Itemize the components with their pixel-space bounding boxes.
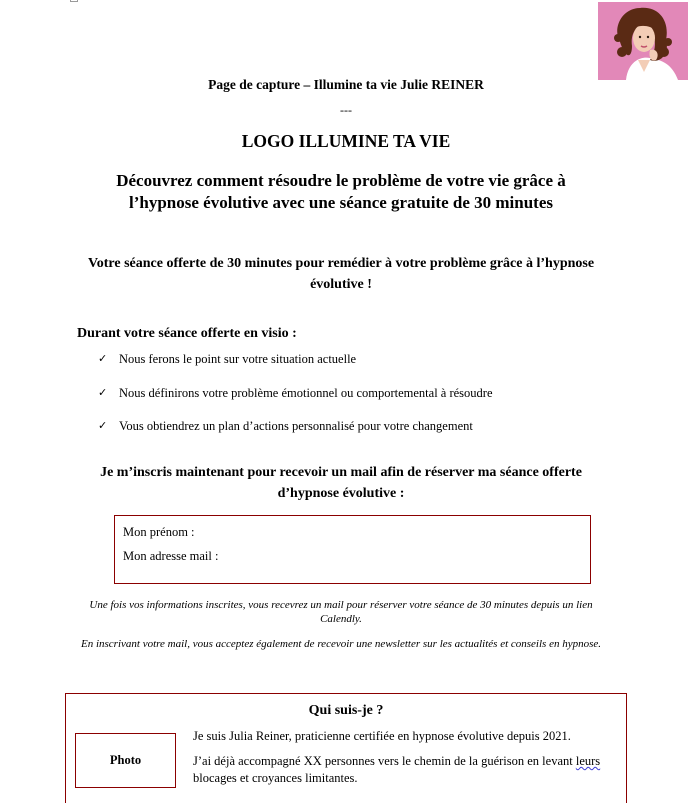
bio-text-end: blocages et croyances limitantes. bbox=[193, 771, 358, 785]
signup-form bbox=[114, 515, 591, 584]
photo-placeholder bbox=[75, 733, 176, 788]
logo-placeholder-title: LOGO ILLUMINE TA VIE bbox=[241, 131, 451, 151]
checkmark-icon: ✓ bbox=[98, 352, 108, 365]
photo-label: Photo bbox=[109, 753, 142, 767]
title-separator: --- bbox=[340, 103, 352, 117]
bio-text-start: J’ai déjà accompagné XX personnes vers le chemin de la guérison en levant bbox=[193, 754, 576, 768]
about-title: Qui suis-je ? bbox=[308, 703, 384, 718]
benefit-list bbox=[98, 350, 493, 451]
header-image bbox=[598, 2, 688, 80]
checkmark-icon: ✓ bbox=[98, 419, 108, 432]
about-section bbox=[65, 693, 627, 803]
session-heading: Durant votre séance offerte en visio : bbox=[77, 326, 297, 341]
email-field[interactable]: Mon adresse mail : bbox=[123, 549, 219, 563]
newsletter-note: En inscrivant votre mail, vous acceptez également de recevoir une newsletter sur les actualités et conseils en hypnose. bbox=[80, 638, 602, 650]
main-headline: Découvrez comment résoudre le problème de votre vie grâce à l’hypnose évolutive avec une séance gratuite de 30 minutes bbox=[116, 171, 566, 212]
firstname-field[interactable]: Mon prénom : bbox=[123, 525, 195, 539]
benefit-text: Nous définirons votre problème émotionnel ou comportemental à résoudre bbox=[119, 385, 493, 400]
woman-portrait-icon bbox=[598, 2, 688, 80]
benefit-item bbox=[98, 417, 493, 451]
checkmark-icon: ✓ bbox=[98, 385, 108, 399]
page-corner-marker bbox=[70, 0, 78, 2]
benefit-text: Vous obtiendrez un plan d’actions personnalisé pour votre changement bbox=[119, 419, 473, 433]
benefit-item bbox=[98, 384, 493, 418]
bio-paragraph-2 bbox=[193, 753, 603, 787]
spellcheck-flagged-word[interactable]: leurs bbox=[575, 754, 601, 768]
benefit-item bbox=[98, 350, 493, 384]
benefit-text: Nous ferons le point sur votre situation actuelle bbox=[119, 352, 357, 366]
page-capture-title: Page de capture – Illumine ta vie Julie REINER bbox=[208, 77, 484, 92]
sub-headline: Votre séance offerte de 30 minutes pour remédier à votre problème grâce à l’hypnose évolutive ! bbox=[87, 256, 595, 292]
signup-heading: Je m’inscris maintenant pour recevoir un mail afin de réserver ma séance offerte d’hypnose évolutive : bbox=[100, 465, 582, 501]
bio-paragraph-1: Je suis Julia Reiner, praticienne certifiée en hypnose évolutive depuis 2021. bbox=[193, 729, 571, 743]
calendly-note: Une fois vos informations inscrites, vous recevrez un mail pour réserver votre séance de 30 minutes depuis un lien Calendly. bbox=[89, 599, 593, 625]
